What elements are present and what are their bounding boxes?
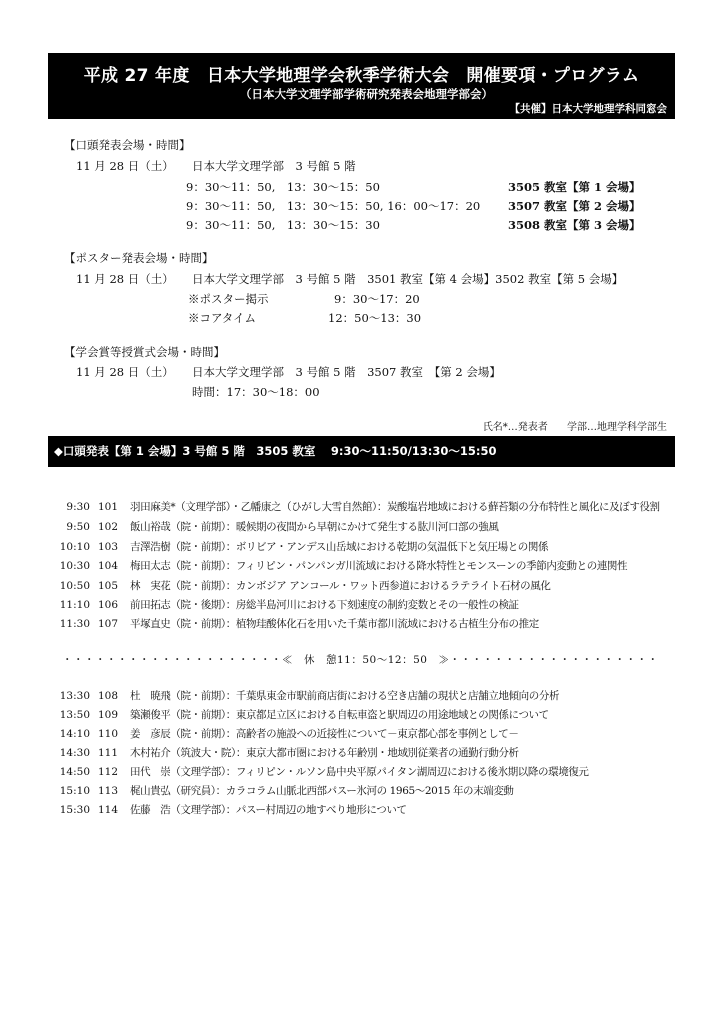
pres-number: 107 — [98, 618, 119, 630]
document-header — [48, 53, 675, 119]
pres-title: 林 実花（院・前期）：カンボジア アンコール・ワット西参道におけるラテライト石材の風化 — [130, 580, 551, 592]
pres-number: 112 — [98, 766, 119, 778]
oral-times-3: 9：30～11：50, 13：30～15：30 — [186, 218, 380, 232]
pres-time: 11:30 — [59, 618, 90, 630]
presentation-row — [56, 597, 519, 612]
pres-time: 13:50 — [59, 709, 90, 721]
pres-title: 杜 暁飛（院・前期）：千葉県東金市駅前商店街における空き店舗の現状と店舗立地傾向の分析 — [130, 690, 560, 702]
pres-time: 14:30 — [59, 747, 90, 759]
pres-number: 108 — [98, 690, 119, 702]
award-time: 時間：17：30～18：00 — [192, 385, 320, 399]
pres-number: 114 — [98, 804, 119, 816]
legend — [467, 418, 667, 433]
pres-time: 11:10 — [59, 599, 90, 611]
pres-title: 姜 彦辰（院・前期）：高齢者の施設への近接性について－東京都心部を事例として－ — [130, 728, 519, 740]
presentation-row — [56, 499, 660, 514]
pres-number: 101 — [98, 501, 119, 513]
pres-time: 10:50 — [59, 580, 90, 592]
pres-time: 15:30 — [59, 804, 90, 816]
document-subtitle: （日本大学文理学部学術研究発表会地理学部会） — [240, 87, 493, 101]
pres-title: 羽田麻美*（文理学部）・乙幡康之（ひがし大雪自然館）：炭酸塩岩地域における蘚苔類の分布特性と風化に及ぼす役割 — [130, 501, 660, 513]
oral-room-1: 3505 教室【第 1 会場】 — [508, 180, 641, 194]
presentation-row — [56, 539, 548, 554]
award-date: 11 月 28 日（土） — [76, 365, 174, 379]
break-divider: ・・・・・・・・・・・・・・・・・・・・≪ 休 憩11：50～12：50 ≫・・・・・・・・・・・・・・・・・・・ — [62, 654, 659, 666]
poster-core-time: 12：50～13：30 — [328, 311, 422, 325]
session-header: ◆口頭発表【第 1 会場】3 号館 5 階 3505 教室 9:30～11:50/13:30～15:50 — [48, 436, 675, 467]
award-section-label: 【学会賞等授賞式会場・時間】 — [64, 345, 225, 359]
pres-title: 築瀬俊平（院・前期）：東京都足立区における自転車盗と駅周辺の用途地域との関係について — [130, 709, 549, 721]
pres-title: 佐藤 浩（文理学部）：パスー村周辺の地すべり地形について — [130, 804, 407, 816]
pres-time: 10:10 — [59, 541, 90, 553]
presentation-row — [56, 519, 498, 534]
pres-time: 9:30 — [66, 501, 90, 513]
presentation-row — [56, 578, 550, 593]
presentation-row — [56, 688, 559, 703]
oral-room-2: 3507 教室【第 2 会場】 — [508, 199, 641, 213]
legend-presenter: 氏名*…発表者 — [482, 422, 548, 433]
presentation-row — [56, 745, 519, 760]
pres-number: 109 — [98, 709, 119, 721]
pres-number: 103 — [98, 541, 119, 553]
poster-core-label: ※コアタイム — [188, 311, 256, 325]
legend-undergrad: 学部…地理学科学部生 — [567, 422, 667, 433]
oral-times-1: 9：30～11：50, 13：30～15：50 — [186, 180, 380, 194]
poster-venue: 日本大学文理学部 3 号館 5 階 3501 教室【第 4 会場】3502 教室【第 5 会場】 — [192, 272, 624, 286]
poster-section-label: 【ポスター発表会場・時間】 — [64, 251, 214, 265]
pres-title: 平塚直史（院・前期）：植物珪酸体化石を用いた千葉市都川流域における古植生分布の推定 — [130, 618, 539, 630]
pres-time: 13:30 — [59, 690, 90, 702]
pres-title: 梅田太志（院・前期）：フィリピン・パンパンガ川流域における降水特性とモンスーンの季節内変動との連関性 — [130, 560, 628, 572]
pres-title: 飯山裕哉（院・前期）：暖候期の夜間から早朝にかけて発生する肱川河口部の強風 — [130, 521, 499, 533]
pres-time: 10:30 — [59, 560, 90, 572]
pres-number: 106 — [98, 599, 119, 611]
document-title: 平成 27 年度 日本大学地理学会秋季学術大会 開催要項・プログラム — [83, 66, 640, 86]
poster-posting-label: ※ポスター掲示 — [188, 292, 269, 306]
oral-date: 11 月 28 日（土） — [76, 159, 174, 173]
pres-number: 102 — [98, 521, 119, 533]
poster-date: 11 月 28 日（土） — [76, 272, 174, 286]
pres-time: 14:50 — [59, 766, 90, 778]
presentation-row — [56, 764, 589, 779]
pres-number: 104 — [98, 560, 119, 572]
presentation-row — [56, 783, 514, 798]
presentation-row — [56, 707, 549, 722]
presentation-row — [56, 616, 539, 631]
presentation-row — [56, 802, 407, 817]
award-venue: 日本大学文理学部 3 号館 5 階 3507 教室 【第 2 会場】 — [192, 365, 501, 379]
oral-times-2: 9：30～11：50, 13：30～15：50, 16：00～17：20 — [186, 199, 481, 213]
pres-time: 9:50 — [66, 521, 90, 533]
pres-number: 110 — [98, 728, 119, 740]
oral-section-label: 【口頭発表会場・時間】 — [64, 138, 191, 152]
pres-title: 梶山貴弘（研究員）：カラコラム山脈北西部パスー氷河の 1965～2015 年の末端変動 — [130, 785, 514, 797]
pres-time: 15:10 — [59, 785, 90, 797]
oral-room-3: 3508 教室【第 3 会場】 — [508, 218, 641, 232]
pres-time: 14:10 — [59, 728, 90, 740]
pres-title: 吉澤浩樹（院・前期）：ボリビア・アンデス山岳域における乾期の気温低下と気圧場との関係 — [130, 541, 549, 553]
cohost-label: 【共催】日本大学地理学科同窓会 — [509, 103, 667, 115]
pres-title: 田代 崇（文理学部）：フィリピン・ルソン島中央平原パイタン湖周辺における後氷期以降の環境復元 — [130, 766, 589, 778]
oral-venue: 日本大学文理学部 3 号館 5 階 — [192, 159, 356, 173]
pres-number: 105 — [98, 580, 119, 592]
presentation-row — [56, 726, 518, 741]
pres-number: 113 — [98, 785, 119, 797]
poster-posting-time: 9：30～17：20 — [334, 292, 420, 306]
pres-number: 111 — [98, 747, 119, 759]
presentation-row — [56, 558, 627, 573]
pres-title: 木村祐介（筑波大・院）：東京大都市圏における年齢別・地域別従業者の通勤行動分析 — [130, 747, 519, 759]
pres-title: 前田拓志（院・後期）：房総半島河川における下刻速度の制約変数とその一般性の検証 — [130, 599, 519, 611]
